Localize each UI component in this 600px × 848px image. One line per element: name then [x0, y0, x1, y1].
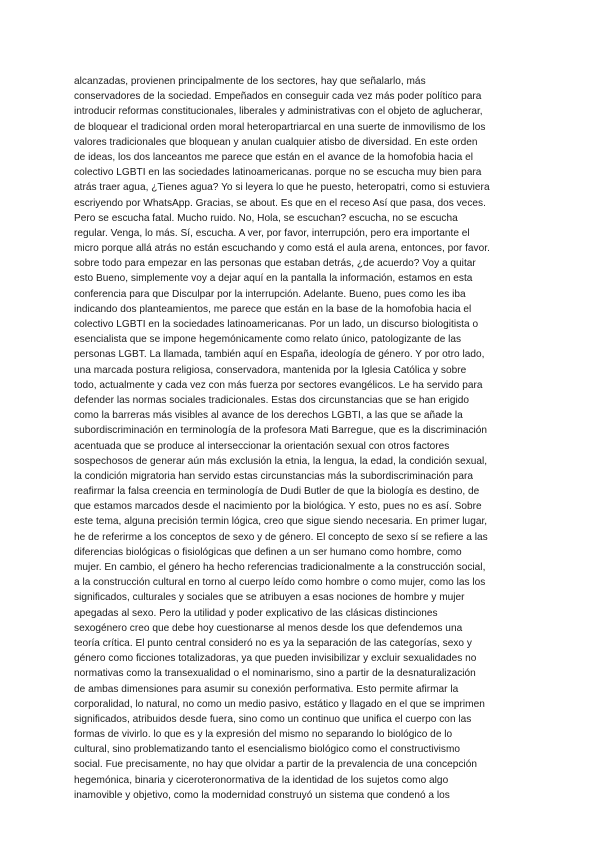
text-line: regular. Venga, lo más. Sí, escucha. A ver, por favor, interrupción, pero era importante el — [74, 227, 470, 239]
text-line: conservadores de la sociedad. Empeñados en conseguir cada vez más poder político para — [74, 91, 482, 103]
text-line: hegemónica, binaria y ciceroteronormativa de la identidad de los sujetos como algo — [74, 774, 449, 786]
text-line: colectivo LGBTI en las sociedades latinoamericanas. porque no se escucha muy bien para — [74, 167, 482, 179]
text-line: Pero se escucha fatal. Mucho ruido. No, Hola, se escuchan? escucha, no se escucha — [74, 212, 458, 224]
text-line: conferencia para que Disculpar por la interrupción. Adelante. Bueno, pues como les iba — [74, 288, 466, 300]
text-line: subordiscriminación en terminología de la profesora Mati Barregue, que es la discriminación — [74, 425, 488, 437]
text-line: he de referirme a los conceptos de sexo y de género. El concepto de sexo sí se refiere a las — [74, 531, 488, 543]
text-line: de ambas dimensiones para asumir su conexión performativa. Esto permite afirmar la — [74, 683, 459, 695]
text-line: significados, atribuidos desde fuera, sino como un continuo que unifica el cuerpo con las — [74, 713, 472, 725]
text-line: introducir reformas constitucionales, liberales y administrativas con el objeto de aglucherar, — [74, 106, 483, 118]
text-line: indicando dos planteamientos, me parece que están en la base de la homofobia hacia el — [74, 303, 472, 315]
text-line: reafirmar la falsa creencia en terminología de Dudi Butler de que la biología es destino, de — [74, 486, 480, 498]
text-line: de ideas, los dos lanceantos me parece que están en el avance de la homofobia hacia el — [74, 151, 474, 163]
text-line: alcanzadas, provienen principalmente de los sectores, hay que señalarlo, más — [74, 76, 426, 87]
text-line: teoría crítica. El punto central consideró no es ya la separación de las categorías, sexo y — [74, 637, 472, 649]
text-line: sospechosos de generar aún más exclusión la etnia, la lengua, la edad, la condición sexual, — [74, 455, 488, 467]
text-line: como la barreras más visibles al avance de los derechos LGBTI, a las que se añade la — [74, 410, 463, 422]
text-line: esencialista que se impone hegemónicamente como relato único, patologizante de las — [74, 334, 462, 346]
text-line: colectivo LGBTI en la sociedades latinoamericanas. Por un lado, un discurso biologitista o — [74, 319, 479, 330]
text-line: género como ficciones totalizadoras, ya que pueden invisibilizar y excluir sexualidades no — [74, 653, 477, 665]
text-line: que estamos marcados desde el nacimiento por la biológica. Y esto, pues no es así. Sobre — [74, 501, 482, 513]
text-line: social. Fue precisamente, no hay que olvidar a partir de la prevalencia de una concepción — [74, 759, 477, 771]
text-line: una marcada postura religiosa, conservadora, mantenida por la Iglesia Católica y sobre — [74, 364, 467, 376]
text-line: este tema, alguna precisión termin lógica, creo que sigue siendo necesaria. En primer lugar, — [74, 516, 488, 528]
text-line: normativas como la transexualidad o el nominarismo, sino a partir de la desnaturalización — [74, 668, 476, 680]
text-line: la condición migratoria han servido estas circunstancias más la subordiscriminación para — [74, 470, 473, 482]
text-line: defender las normas sociales tradicionales. Estas dos circunstancias que se han erigido — [74, 394, 470, 406]
text-line: atrás traer agua, ¿Tienes agua? Yo si leyera lo que he puesto, heteropatri, como si estuviera — [74, 182, 490, 194]
text-line: a la construcción cultural en torno al cuerpo leído como hombre o como mujer, como las los — [74, 577, 486, 589]
text-line: inamovible y objetivo, como la modernidad construyó un sistema que condenó a los — [74, 789, 450, 801]
text-line: todo, actualmente y cada vez con más fuerza por sectores evangélicos. Le ha servido para — [74, 379, 483, 391]
text-line: significados, culturales y sociales que se atribuyen a esas nociones de hombre y mujer — [74, 592, 465, 604]
body-text — [74, 74, 532, 803]
text-line: apegadas al sexo. Pero la utilidad y poder explicativo de las clásicas distinciones — [74, 607, 438, 619]
text-line: mujer. En cambio, el género ha hecho referencias tradicionalmente a la construcción social, — [74, 562, 486, 573]
text-line: micro porque allá atrás no están escuchando y como está el aula arena, entonces, por favor. — [74, 243, 490, 255]
text-line: valores tradicionales que bloquean y anulan cualquier atisbo de diversidad. En este orden — [74, 136, 478, 148]
text-line: escriyendo por WhatsApp. Gracias, se about. Es que en el receso Así que pasa, dos veces. — [74, 197, 486, 209]
text-line: cultural, sino problematizando tanto el esencialismo biológico como el constructivismo — [74, 744, 461, 756]
text-line: de bloquear el tradicional orden moral heteropartriarcal en una suerte de inmovilismo de los — [74, 121, 486, 133]
text-line: corporalidad, lo natural, no como un medio pasivo, estático y llagado en el que se imprimen — [74, 698, 485, 710]
text-line: sobre todo para empezar en las personas que estaban detrás, ¿de acuerdo? Voy a quitar — [74, 258, 476, 270]
text-line: acentuada que se produce al interseccionar la orientación sexual con otros factores — [74, 440, 450, 452]
text-line: esto Bueno, simplemente voy a dejar aquí en la pantalla la información, estamos en esta — [74, 273, 473, 285]
text-line: personas LGBT. La llamada, también aquí en España, ideología de género. Y por otro lado, — [74, 349, 485, 361]
text-line: diferencias biológicas o fisiológicas que definen a un ser humano como hombre, como — [74, 546, 462, 558]
text-line: sexogénero creo que debe hoy cuestionarse al menos desde los que defendemos una — [74, 622, 463, 634]
text-line: formas de vivirlo. lo que es y la expresión del mismo no separando lo biológico de lo — [74, 729, 453, 741]
